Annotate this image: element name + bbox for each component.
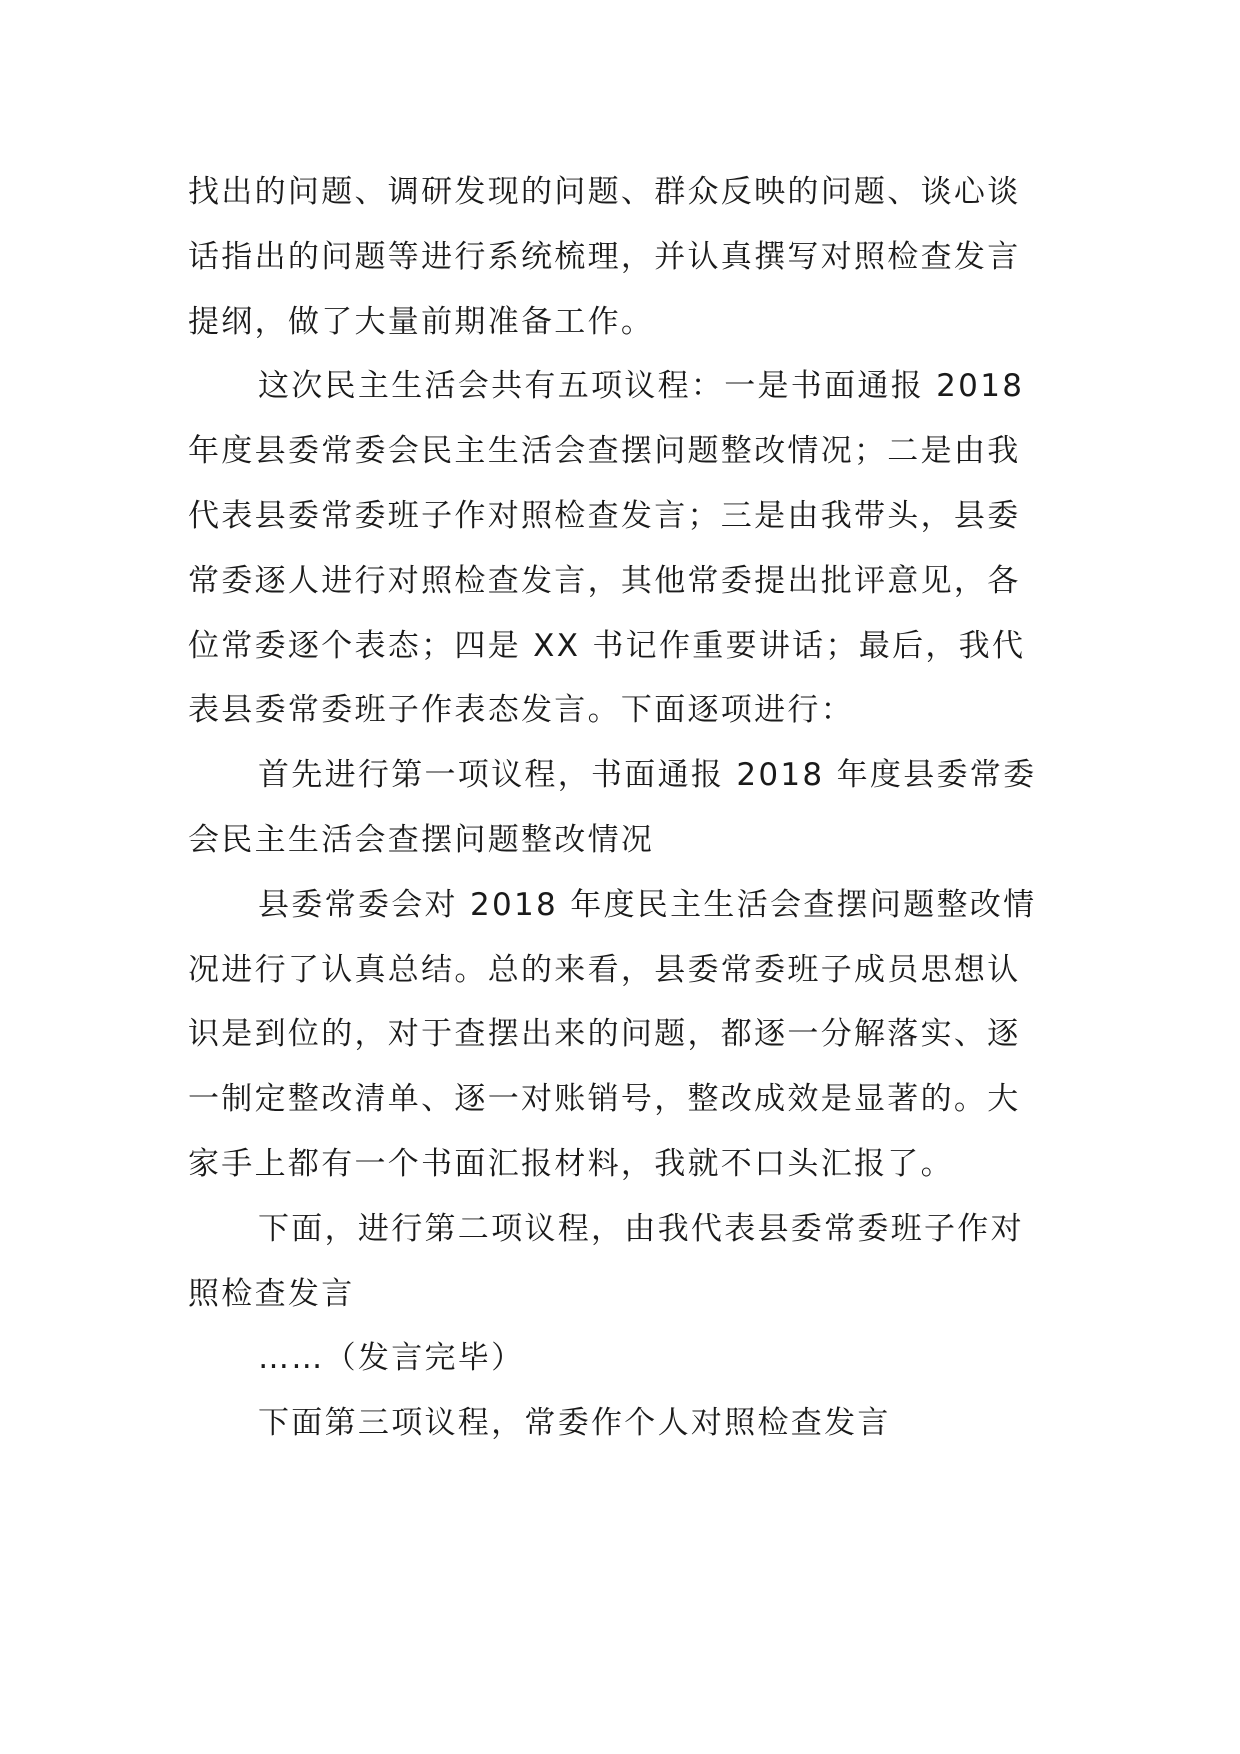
text-line-1: 找出的问题、调研发现的问题、群众反映的问题、谈心谈 bbox=[188, 174, 1021, 210]
text-line-7: 常委逐人进行对照检查发言，其他常委提出批评意见，各 bbox=[188, 562, 1021, 599]
text-line-17: 下面，进行第二项议程，由我代表县委常委班子作对 bbox=[258, 1210, 1024, 1247]
text-line-14: 识是到位的，对于查摆出来的问题，都逐一分解落实、逐 bbox=[188, 1016, 1021, 1053]
text-line-10: 首先进行第一项议程，书面通报 2018 年度县委常委 bbox=[258, 757, 1037, 794]
text-line-18: 照检查发言 bbox=[188, 1275, 355, 1312]
text-line-11: 会民主生活会查摆问题整改情况 bbox=[188, 821, 655, 858]
text-line-13: 况进行了认真总结。总的来看，县委常委班子成员思想认 bbox=[188, 951, 1021, 988]
text-line-15: 一制定整改清单、逐一对账销号，整改成效是显著的。大 bbox=[188, 1081, 1021, 1118]
text-line-8: 位常委逐个表态；四是 XX 书记作重要讲话；最后，我代 bbox=[188, 627, 1026, 664]
text-line-19: ……（发言完毕） bbox=[258, 1340, 525, 1377]
text-line-5: 年度县委常委会民主生活会查摆问题整改情况；二是由我 bbox=[188, 433, 1021, 470]
text-line-9: 表县委常委班子作表态发言。下面逐项进行： bbox=[188, 692, 854, 729]
text-line-4: 这次民主生活会共有五项议程：一是书面通报 2018 bbox=[258, 368, 1025, 405]
text-line-2: 话指出的问题等进行系统梳理，并认真撰写对照检查发言 bbox=[188, 238, 1021, 275]
text-line-12: 县委常委会对 2018 年度民主生活会查摆问题整改情 bbox=[258, 886, 1037, 923]
text-line-6: 代表县委常委班子作对照检查发言；三是由我带头，县委 bbox=[188, 497, 1021, 534]
document-body bbox=[188, 160, 1058, 1456]
text-line-20: 下面第三项议程，常委作个人对照检查发言 bbox=[258, 1405, 891, 1442]
text-line-3: 提纲，做了大量前期准备工作。 bbox=[188, 303, 655, 340]
text-line-16: 家手上都有一个书面汇报材料，我就不口头汇报了。 bbox=[188, 1145, 954, 1182]
